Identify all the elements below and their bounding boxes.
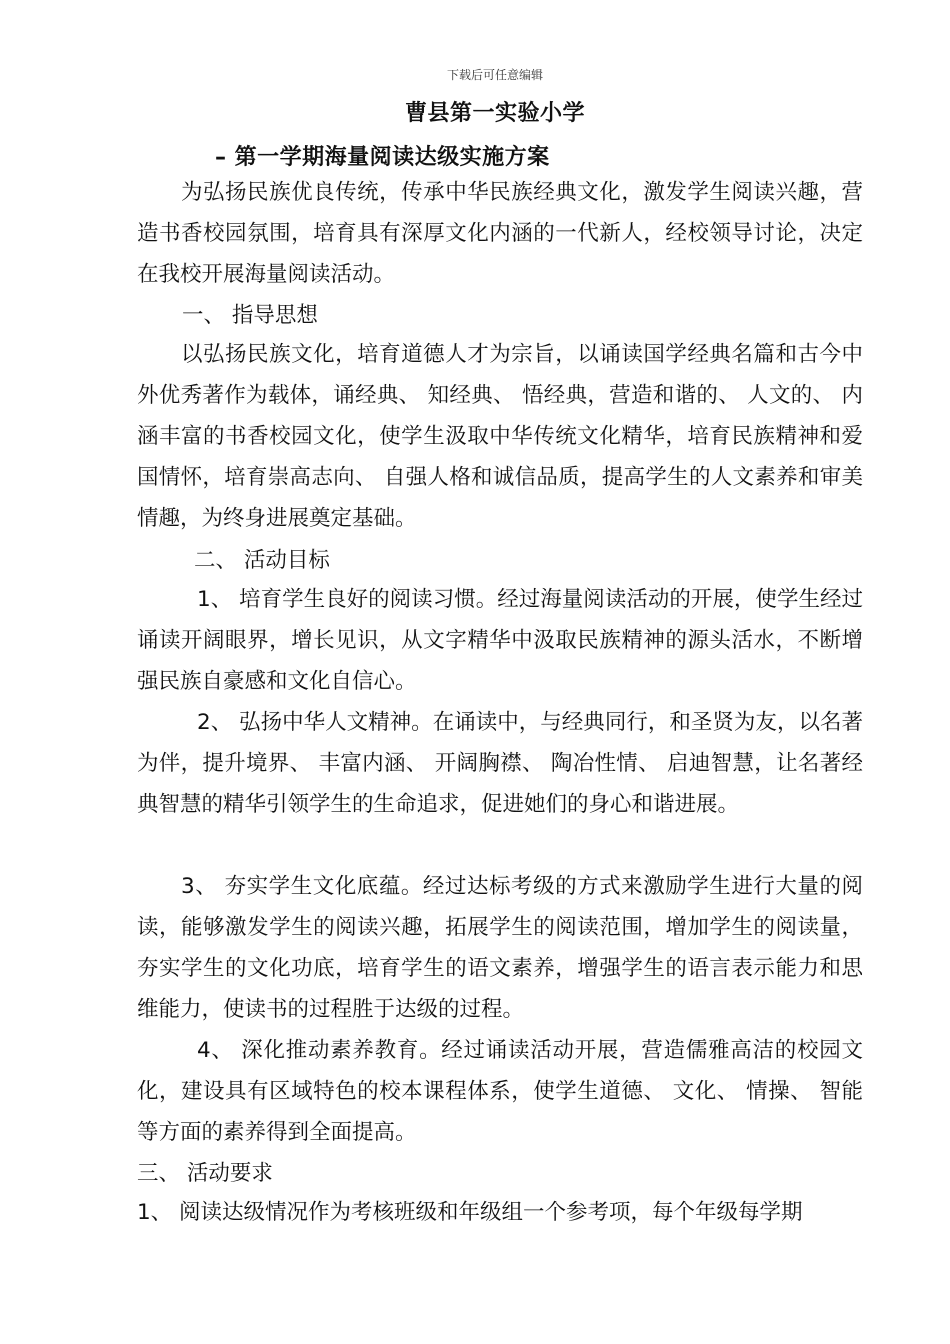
intro-paragraph: 为弘扬民族优良传统，传承中华民族经典文化，激发学生阅读兴趣，营造书香校园氛围，培育具有深厚文化内涵的一代新人，经校领导讨论，决定在我校开展海量阅读活动。 xyxy=(137,180,863,287)
section2-item-2: 2、 弘扬中华人文精神。在诵读中，与经典同行，和圣贤为友，以名著为伴，提升境界、 丰富内涵、 开阔胸襟、 陶冶性情、 启迪智慧，让名著经典智慧的精华引领学生的生命追求，促进她们的身心和谐进展。 xyxy=(137,710,863,817)
section2-item-1: 1、 培育学生良好的阅读习惯。经过海量阅读活动的开展，使学生经过诵读开阔眼界，增长见识，从文字精华中汲取民族精神的源头活水，不断增强民族自豪感和文化自信心。 xyxy=(137,587,863,694)
section3-heading: 三、 活动要求 xyxy=(137,1161,273,1186)
section1-heading: 一、 指导思想 xyxy=(182,303,318,328)
header-note: 下载后可任意编辑 xyxy=(446,68,543,82)
section2-heading: 二、 活动目标 xyxy=(194,548,330,573)
section3-item-1: 1、 阅读达级情况作为考核班级和年级组一个参考项，每个年级每学期 xyxy=(137,1200,803,1225)
page-title: 曹县第一实验小学 xyxy=(404,101,585,126)
section1-paragraph: 以弘扬民族文化，培育道德人才为宗旨，以诵读国学经典名篇和古今中外优秀著作为载体，诵经典、 知经典、 悟经典，营造和谐的、 人文的、 内涵丰富的书香校园文化，使学生汲取中华传统文化精华，培育民族精神和爱国情怀，培育崇高志向、 自强人格和诚信品质，提高学生的人文素养和审美情趣，为终身进展奠定基础。 xyxy=(137,342,863,531)
section2-item-3: 3、 夯实学生文化底蕴。经过达标考级的方式来激励学生进行大量的阅读，能够激发学生的阅读兴趣，拓展学生的阅读范围，增加学生的阅读量，夯实学生的文化功底，培育学生的语文素养，增强学生的语言表示能力和思维能力，使读书的过程胜于达级的过程。 xyxy=(137,874,863,1022)
section2-item-4: 4、 深化推动素养教育。经过诵读活动开展，营造儒雅高洁的校园文化，建设具有区域特色的校本课程体系，使学生道德、 文化、 情操、 智能等方面的素养得到全面提高。 xyxy=(137,1038,863,1145)
page-subtitle: – 第一学期海量阅读达级实施方案 xyxy=(215,145,550,170)
